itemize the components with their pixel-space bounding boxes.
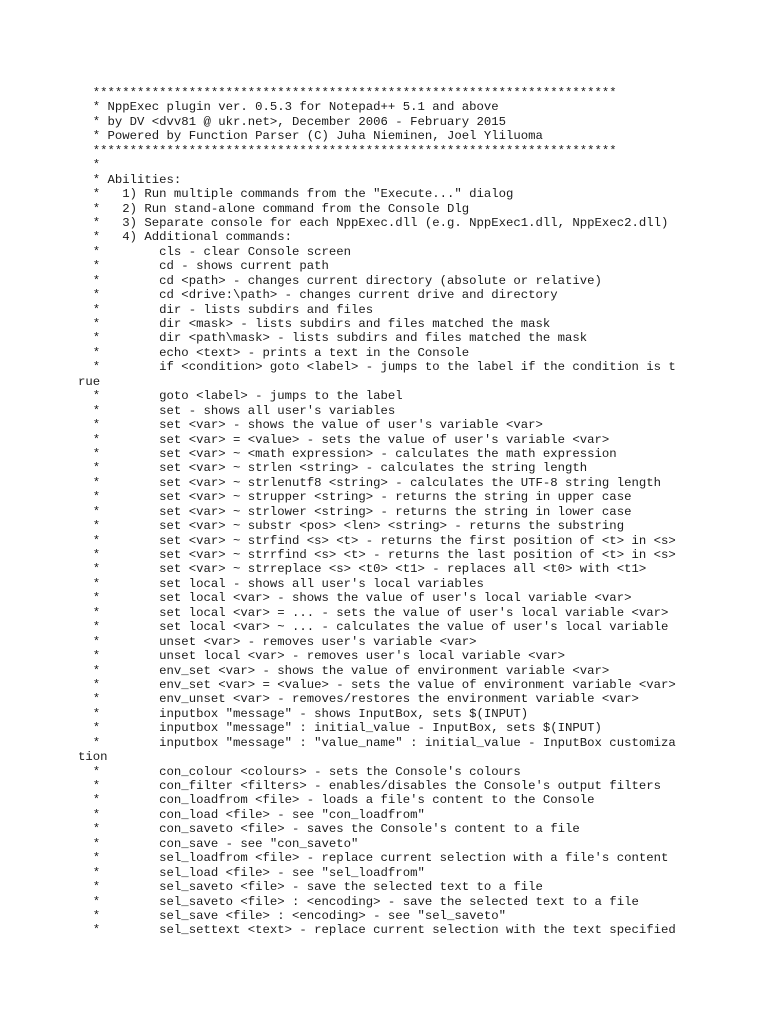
document-line: * set local <var> ~ ... - calculates the value of user's local variable (78, 620, 669, 635)
document-line: * set local <var> - shows the value of user's local variable <var> (78, 591, 632, 606)
document-line: * sel_save <file> : <encoding> - see "sel_saveto" (78, 908, 507, 923)
document-line: * set <var> ~ strlower <string> - returns the string in lower case (78, 504, 632, 519)
document-line: * con_saveto <file> - saves the Console's content to a file (78, 822, 580, 837)
document-line: * 1) Run multiple commands from the "Execute..." dialog (78, 187, 514, 202)
document-line: * set <var> = <value> - sets the value of user's variable <var> (78, 432, 610, 447)
document-line: * dir <mask> - lists subdirs and files matched the mask (78, 317, 551, 331)
document-line: * if <condition> goto <label> - jumps to the label if the condition is t (78, 360, 676, 375)
document-line: * dir <path\mask> - lists subdirs and files matched the mask (78, 331, 588, 346)
document-line: * set <var> ~ strrfind <s> <t> - returns the last position of <t> in <s> (78, 548, 676, 562)
document-line: * set local - shows all user's local variables (78, 576, 484, 591)
document-line: * set <var> ~ strlen <string> - calculates the string length (78, 461, 588, 476)
document-line: * con_load <file> - see "con_loadfrom" (78, 807, 425, 822)
document-line: * set - shows all user's variables (78, 403, 396, 418)
document-line: * 3) Separate console for each NppExec.dll (e.g. NppExec1.dll, NppExec2.dll) (78, 215, 669, 230)
document-line: * set <var> - shows the value of user's variable <var> (78, 418, 543, 433)
document-line: * set <var> ~ strupper <string> - returns the string in upper case (78, 490, 632, 505)
document-line: * cls - clear Console screen (78, 244, 352, 259)
document-line: rue (78, 374, 101, 389)
document-line: * sel_load <file> - see "sel_loadfrom" (78, 865, 425, 880)
document-line: * cd <path> - changes current directory (absolute or relative) (78, 273, 602, 288)
document-line: * con_loadfrom <file> - loads a file's content to the Console (78, 793, 595, 808)
document-line: * Abilities: (78, 172, 182, 187)
document-line: *********************************************************************** (78, 86, 617, 100)
document-line: * echo <text> - prints a text in the Console (78, 345, 470, 360)
document-line: * set local <var> = ... - sets the value of user's local variable <var> (78, 605, 669, 620)
document-line: * (78, 158, 101, 173)
document-line: *********************************************************************** (78, 143, 617, 158)
document-line: * goto <label> - jumps to the label (78, 389, 403, 404)
document-line: * dir - lists subdirs and files (78, 302, 374, 317)
document-line: * inputbox "message" - shows InputBox, sets $(INPUT) (78, 706, 529, 721)
document-text (78, 86, 676, 938)
document-line: * by DV <dvv81 @ ukr.net>, December 2006 - February 2015 (78, 114, 507, 129)
document-line: * env_set <var> - shows the value of environment variable <var> (78, 663, 610, 678)
document-line: * sel_loadfrom <file> - replace current selection with a file's content (78, 851, 669, 866)
document-line: * Powered by Function Parser (C) Juha Nieminen, Joel Yliluoma (78, 129, 543, 144)
document-line: * set <var> ~ strlenutf8 <string> - calculates the UTF-8 string length (78, 475, 661, 490)
document-line: * env_set <var> = <value> - sets the value of environment variable <var> (78, 677, 676, 692)
document-line: tion (78, 750, 108, 765)
document-line: * sel_settext <text> - replace current selection with the text specified (78, 923, 676, 938)
document-line: * con_colour <colours> - sets the Console's colours (78, 764, 521, 779)
document-line: * unset <var> - removes user's variable <var> (78, 634, 477, 649)
document-line: * con_save - see "con_saveto" (78, 836, 359, 851)
document-line: * 4) Additional commands: (78, 230, 293, 245)
document-line: * NppExec plugin ver. 0.5.3 for Notepad++ 5.1 and above (78, 100, 499, 115)
document-line: * inputbox "message" : "value_name" : initial_value - InputBox customiza (78, 735, 676, 750)
document-line: * 2) Run stand-alone command from the Console Dlg (78, 201, 470, 216)
document-line: * env_unset <var> - removes/restores the environment variable <var> (78, 692, 639, 707)
document-line: * set <var> ~ strreplace <s> <t0> <t1> - replaces all <t0> with <t1> (78, 562, 647, 577)
document-line: * set <var> ~ substr <pos> <len> <string> - returns the substring (78, 519, 625, 534)
document-line: * sel_saveto <file> : <encoding> - save the selected text to a file (78, 894, 639, 909)
document-line: * sel_saveto <file> - save the selected text to a file (78, 880, 543, 895)
document-line: * unset local <var> - removes user's local variable <var> (78, 649, 566, 664)
document-line: * con_filter <filters> - enables/disables the Console's output filters (78, 779, 661, 793)
document-line: * set <var> ~ strfind <s> <t> - returns the first position of <t> in <s> (78, 533, 676, 548)
document-line: * inputbox "message" : initial_value - InputBox, sets $(INPUT) (78, 721, 602, 736)
document-line: * cd <drive:\path> - changes current drive and directory (78, 288, 558, 303)
document-line: * cd - shows current path (78, 259, 329, 274)
document-line: * set <var> ~ <math expression> - calculates the math expression (78, 446, 617, 461)
